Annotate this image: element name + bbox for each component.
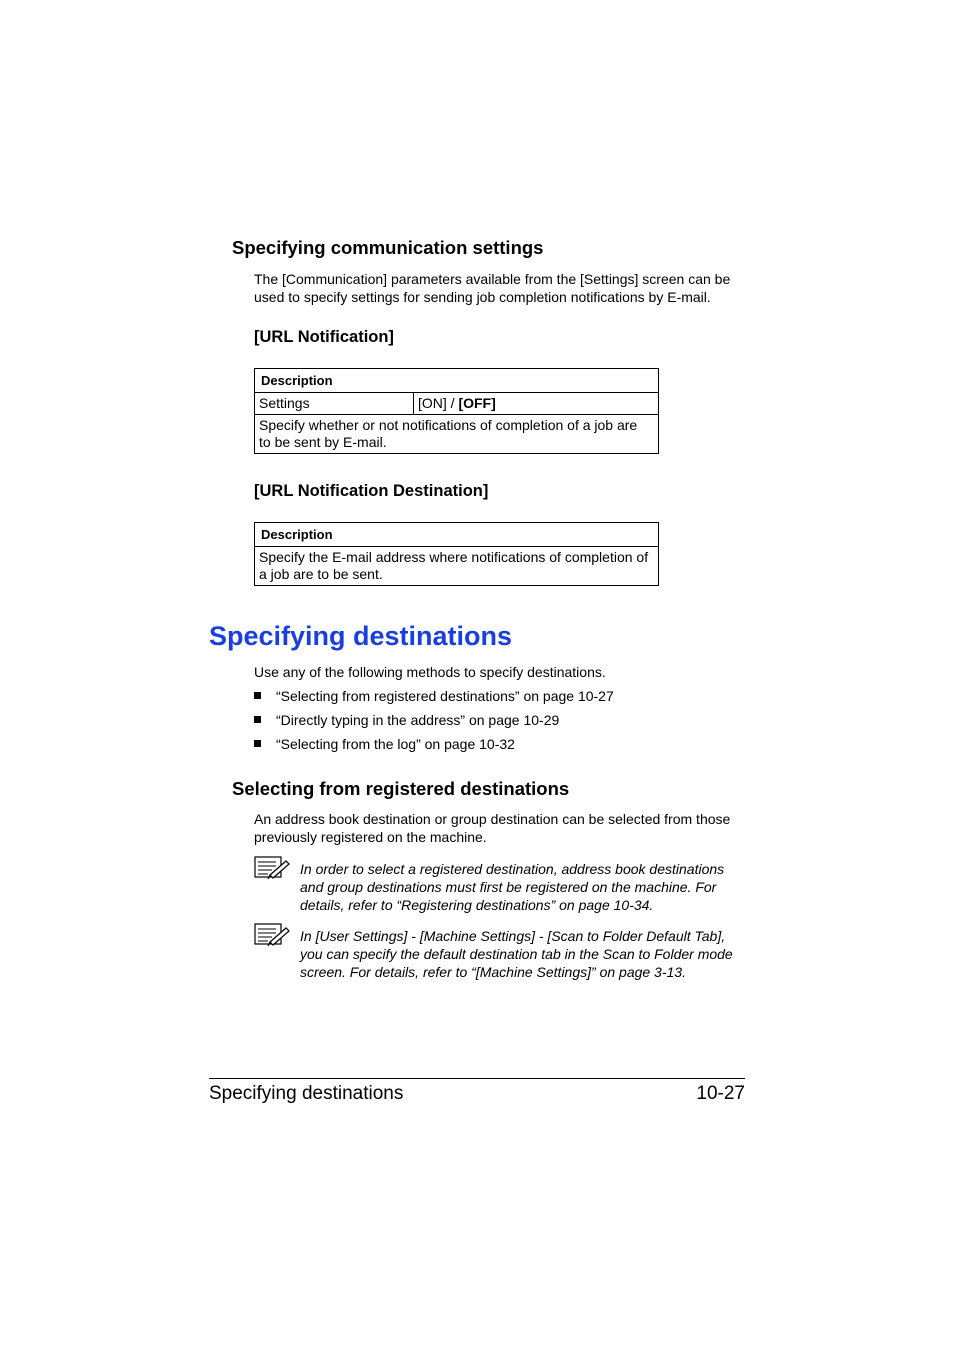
note-line: and group destinations must first be registered on the machine. For	[300, 879, 717, 895]
intro-line: The [Communication] parameters available from the [Settings] screen can be	[254, 271, 731, 287]
note-text	[300, 860, 748, 914]
description-line: to be sent by E-mail.	[259, 434, 387, 450]
footer-chapter-title: Specifying destinations	[209, 1083, 404, 1104]
list-item-text: “Selecting from registered destinations” on page 10-27	[276, 688, 614, 704]
note-line: In [User Settings] - [Machine Settings] - [Scan to Folder Default Tab],	[300, 928, 726, 944]
settings-options	[414, 393, 659, 415]
url-notification-heading: [URL Notification]	[254, 328, 394, 346]
list-item-text: “Selecting from the log” on page 10-32	[276, 736, 515, 752]
destinations-intro: Use any of the following methods to specify destinations.	[254, 664, 606, 680]
note-pencil-icon	[254, 856, 290, 880]
list-item-text: “Directly typing in the address” on page 10-29	[276, 712, 560, 728]
url-notification-destination-heading: [URL Notification Destination]	[254, 482, 489, 500]
bullet-square-icon	[254, 692, 261, 699]
note-line: In order to select a registered destination, address book destinations	[300, 861, 725, 877]
description-cell	[255, 547, 659, 586]
bullet-square-icon	[254, 740, 261, 747]
settings-label: Settings	[255, 393, 414, 415]
option-off-default: [OFF]	[458, 395, 496, 411]
communication-intro	[254, 270, 749, 306]
description-line: Specify whether or not notifications of completion of a job are	[259, 417, 638, 433]
body-line: An address book destination or group destination can be selected from those	[254, 811, 731, 827]
list-item	[254, 711, 559, 729]
list-item	[254, 735, 515, 753]
intro-line: used to specify settings for sending job completion notifications by E-mail.	[254, 289, 711, 305]
footer-divider	[209, 1078, 745, 1079]
description-line: a job are to be sent.	[259, 566, 383, 582]
table-header: Description	[255, 369, 659, 393]
section-heading-registered-destinations: Selecting from registered destinations	[232, 778, 570, 799]
section-heading-communication-settings: Specifying communication settings	[232, 237, 544, 258]
note-text	[300, 927, 748, 981]
registered-destinations-body	[254, 810, 749, 846]
option-on: [ON] /	[418, 395, 459, 411]
bullet-square-icon	[254, 716, 261, 723]
list-item	[254, 687, 614, 705]
note-pencil-icon	[254, 923, 290, 947]
url-notification-destination-table	[254, 522, 659, 586]
note-line: details, refer to “Registering destinations” on page 10-34.	[300, 897, 654, 913]
note-line: you can specify the default destination tab in the Scan to Folder mode	[300, 946, 733, 962]
url-notification-table	[254, 368, 659, 454]
description-cell	[255, 415, 659, 454]
description-line: Specify the E-mail address where notifications of completion of	[259, 549, 649, 565]
footer-page-number: 10-27	[696, 1083, 745, 1104]
page-title: Specifying destinations	[209, 621, 513, 651]
table-header: Description	[255, 523, 659, 547]
body-line: previously registered on the machine.	[254, 829, 487, 845]
note-line: screen. For details, refer to “[Machine Settings]” on page 3-13.	[300, 964, 686, 980]
